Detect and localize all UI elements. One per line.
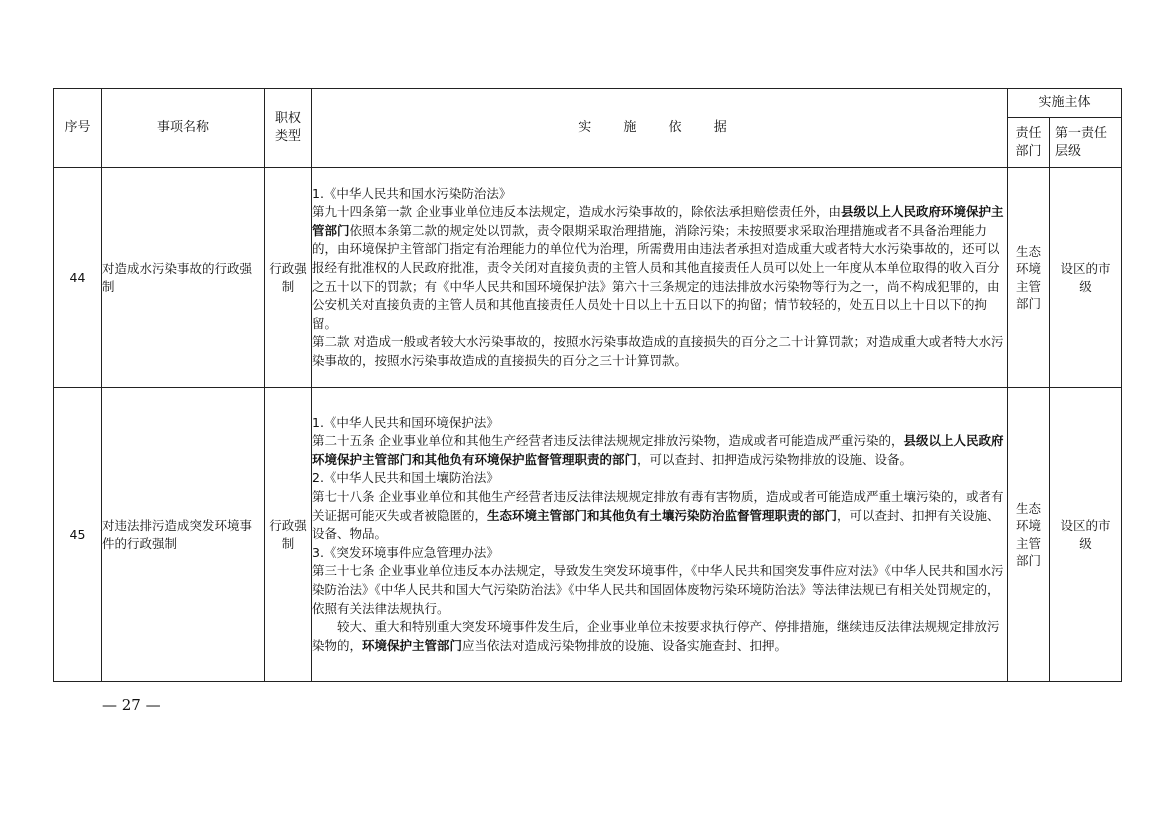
header-basis: 实 施 依 据 (312, 89, 1008, 168)
header-first-level: 第一责任层级 (1050, 118, 1122, 168)
row-seq: 44 (54, 168, 102, 388)
basis-article: 第二款 对造成一般或者较大水污染事故的，按照水污染事故造成的直接损失的百分之二十计算罚款；对造成重大或者特大水污染事故的，按照水污染事故造成的直接损失的百分之三十计算罚款。 (312, 334, 1004, 368)
table-row (54, 168, 1122, 388)
page-number: — 27 — (102, 696, 161, 714)
row-item-name: 对造成水污染事故的行政强制 (102, 168, 265, 388)
basis-law-title: 2.《中华人民共和国土壤防治法》 (312, 470, 499, 486)
row-power-type: 行政强制 (265, 388, 312, 682)
row-basis (312, 388, 1008, 682)
row-basis (312, 168, 1008, 388)
row-seq: 45 (54, 388, 102, 682)
enforcement-items-table (53, 88, 1122, 682)
basis-article: 第二十五条 企业事业单位和其他生产经营者违反法律法规规定排放污染物，造成或者可能造成严重污染的，县级以上人民政府环境保护主管部门和其他负有环境保护监督管理职责的部门，可以查封、扣押造成污染物排放的设施、设备。 (312, 433, 1004, 467)
basis-law-title: 1.《中华人民共和国水污染防治法》 (312, 185, 512, 201)
row-first-level: 设区的市级 (1050, 388, 1122, 682)
header-responsible-dept: 责任部门 (1008, 118, 1050, 168)
basis-article: 第七十八条 企业事业单位和其他生产经营者违反法律法规规定排放有毒有害物质，造成或者可能造成严重土壤污染的，或者有关证据可能灭失或者被隐匿的，生态环境主管部门和其他负有土壤污染防治监督管理职责的部门，可以查封、扣押有关设施、设备、物品。 (312, 489, 1004, 542)
header-subject: 实施主体 (1008, 89, 1122, 118)
basis-law-title: 3.《突发环境事件应急管理办法》 (312, 544, 499, 560)
basis-article: 第九十四条第一款 企业事业单位违反本法规定，造成水污染事故的，除依法承担赔偿责任外，由县级以上人民政府环境保护主管部门依照本条第二款的规定处以罚款，责令限期采取治理措施，消除污染；未按照要求采取治理措施或者不具备治理能力的，由环境保护主管部门指定有治理能力的单位代为治理，所需费用由违法者承担对造成重大或者特大水污染事故的，还可以报经有批准权的人民政府批准，责令关闭对直接负责的主管人员和其他直接责任人员可以处上一年度从本单位取得的收入百分之五十以下的罚款；有《中华人民共和国环境保护法》第六十三条规定的违法排放水污染物等行为之一，尚不构成犯罪的，由公安机关对直接负责的主管人员和其他直接责任人员处十日以上十五日以下的拘留；情节较轻的，处五日以上十日以下的拘留。 (312, 204, 1004, 331)
row-first-level: 设区的市级 (1050, 168, 1122, 388)
basis-law-title: 1.《中华人民共和国环境保护法》 (312, 414, 499, 430)
table-row (54, 388, 1122, 682)
header-item-name: 事项名称 (102, 89, 265, 168)
header-seq: 序号 (54, 89, 102, 168)
header-power-type: 职权类型 (265, 89, 312, 168)
row-responsible-dept: 生态环境主管部门 (1008, 168, 1050, 388)
basis-article: 较大、重大和特别重大突发环境事件发生后，企业事业单位未按要求执行停产、停排措施，继续违反法律法规规定排放污染物的，环境保护主管部门应当依法对造成污染物排放的设施、设备实施查封、扣押。 (312, 619, 1000, 653)
row-power-type: 行政强制 (265, 168, 312, 388)
row-responsible-dept: 生态环境主管部门 (1008, 388, 1050, 682)
row-item-name: 对违法排污造成突发环境事件的行政强制 (102, 388, 265, 682)
basis-article: 第三十七条 企业事业单位违反本办法规定，导致发生突发环境事件，《中华人民共和国突发事件应对法》《中华人民共和国水污染防治法》《中华人民共和国大气污染防治法》《中华人民共和国固体废物污染环境防治法》等法律法规已有相关处罚规定的，依照有关法律法规执行。 (312, 563, 1004, 616)
